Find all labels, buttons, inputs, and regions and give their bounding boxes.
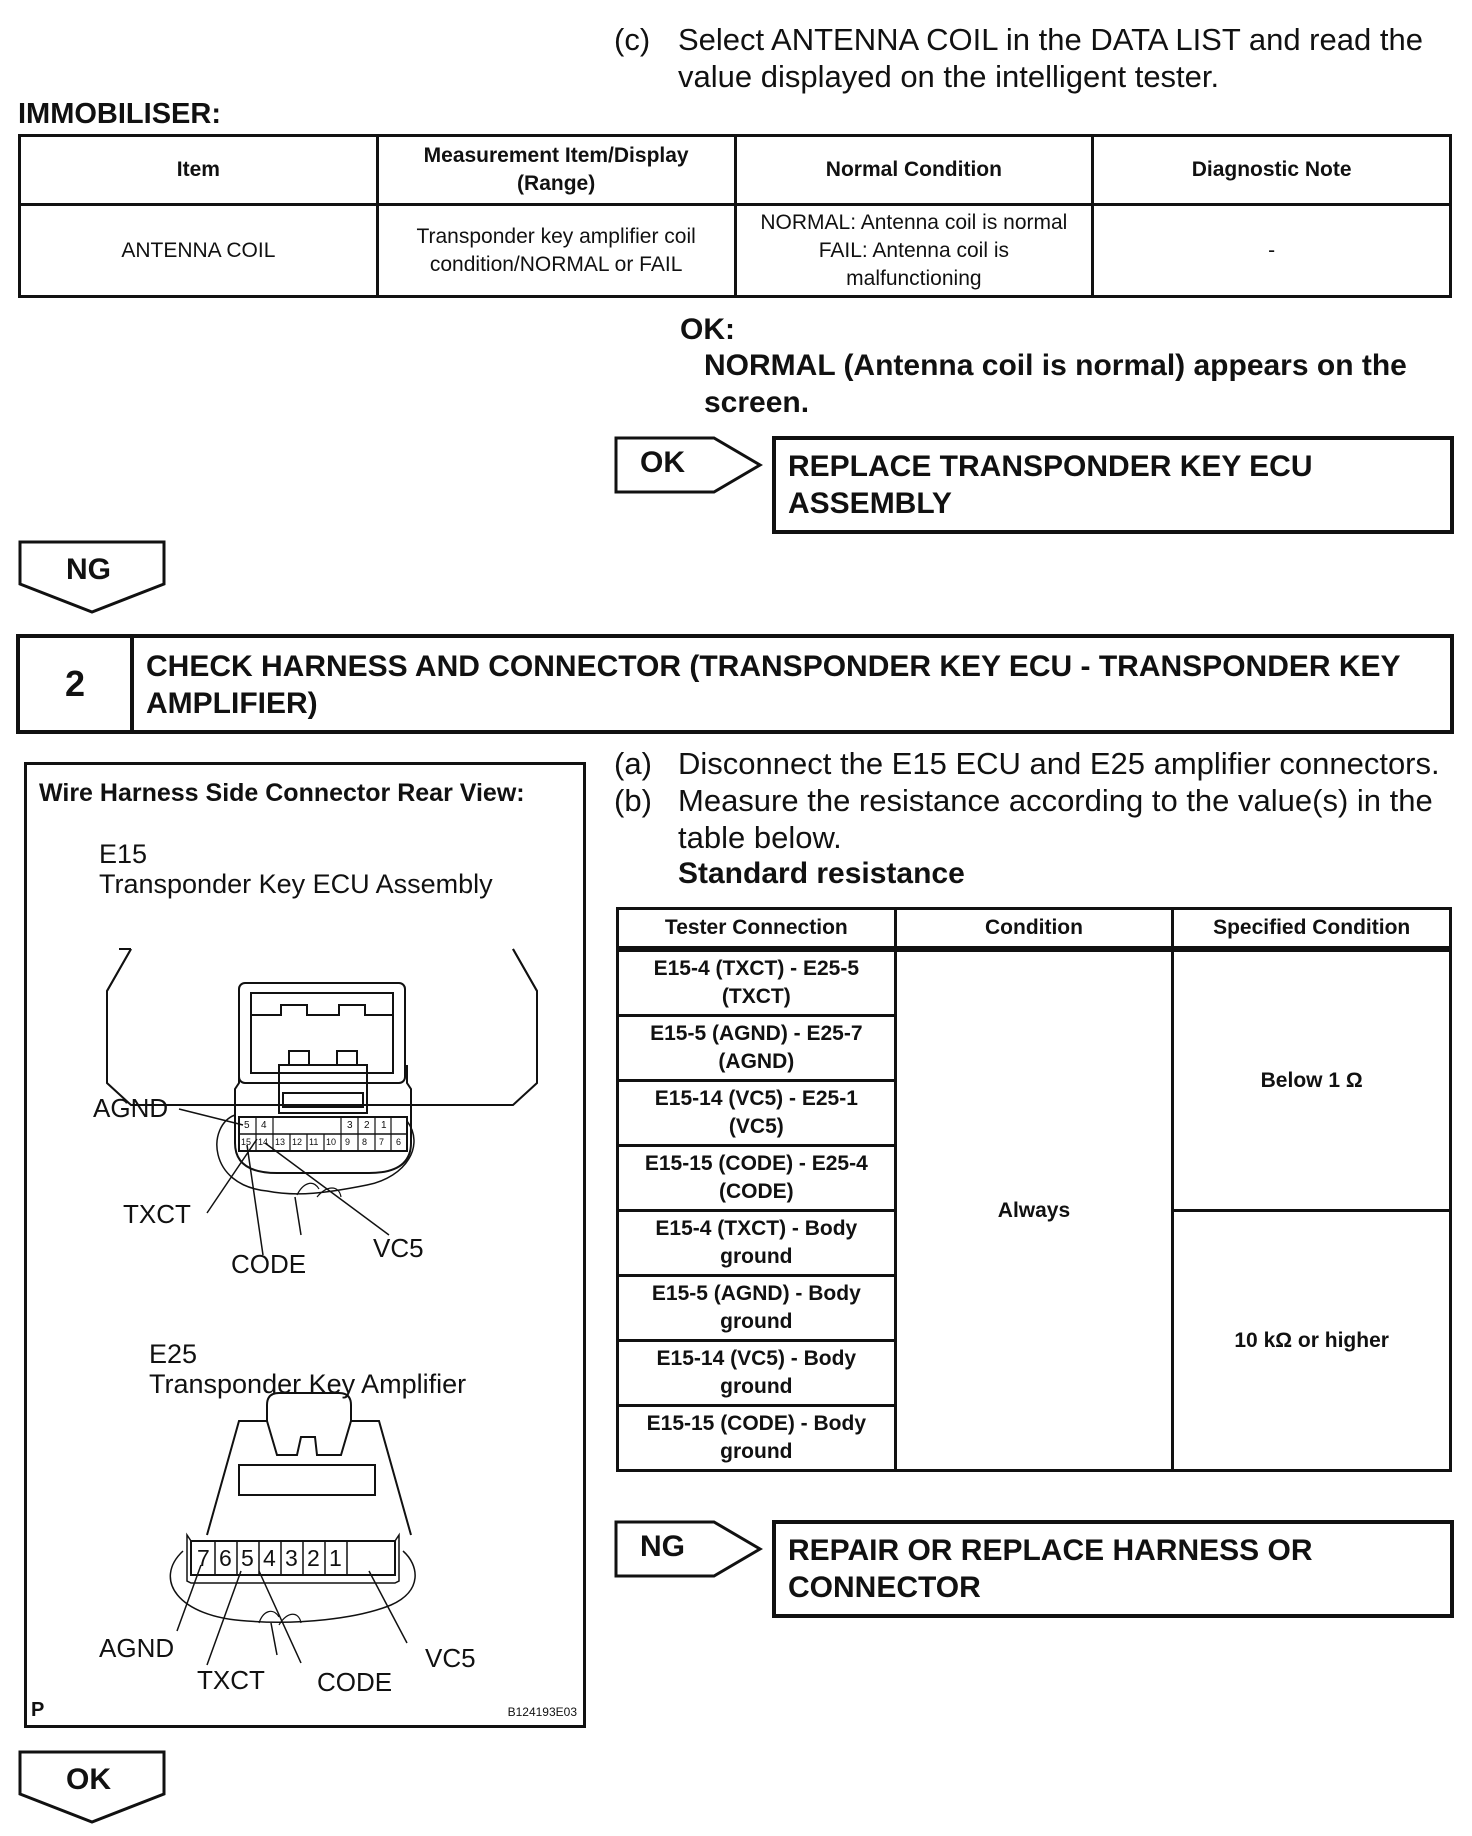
e15-pin: 6 bbox=[396, 1137, 402, 1147]
connection-line2: ground bbox=[720, 1310, 793, 1333]
ng-result-line2: CONNECTOR bbox=[788, 1571, 981, 1604]
connection-line2: ground bbox=[720, 1440, 793, 1463]
ng-result-box bbox=[772, 1520, 1454, 1618]
ok-result-line1: REPLACE TRANSPONDER KEY ECU bbox=[788, 450, 1313, 483]
ok-criteria-line1: NORMAL (Antenna coil is normal) appears on the bbox=[704, 349, 1407, 382]
header-measurement: Measurement Item/Display (Range) bbox=[377, 136, 735, 205]
e25-pin: 5 bbox=[241, 1545, 254, 1571]
e25-pin: 6 bbox=[219, 1545, 232, 1571]
ng-arrow-shape bbox=[614, 1520, 764, 1578]
ng-arrow-label: NG bbox=[640, 1530, 685, 1563]
cell-connection bbox=[618, 1406, 896, 1471]
connection-line2: (VC5) bbox=[728, 1115, 784, 1138]
e15-pins-bottom bbox=[239, 1134, 407, 1151]
cell-connection bbox=[618, 1081, 896, 1146]
e15-pin: 11 bbox=[309, 1137, 319, 1147]
cell-spec-1: Below 1 Ω bbox=[1173, 949, 1451, 1211]
step2-header bbox=[16, 634, 1454, 734]
corner-mark: P bbox=[31, 1699, 45, 1721]
header-tester-connection: Tester Connection bbox=[618, 909, 896, 950]
e15-code: E15 bbox=[99, 839, 148, 869]
step-b-line1: Measure the resistance according to the value(s) in the bbox=[678, 783, 1433, 818]
step-c-text-line1: Select ANTENNA COIL in the DATA LIST and read the bbox=[678, 22, 1423, 57]
header-normal-condition: Normal Condition bbox=[735, 136, 1093, 205]
standard-resistance-heading: Standard resistance bbox=[678, 857, 965, 890]
e25-name: Transponder Key Amplifier bbox=[149, 1369, 467, 1399]
e15-pin: 2 bbox=[364, 1120, 370, 1131]
cell-connection bbox=[618, 1341, 896, 1406]
e25-pin: 3 bbox=[285, 1545, 298, 1571]
step-c-letter: (c) bbox=[614, 22, 651, 57]
connector-diagram bbox=[24, 762, 586, 1728]
header-specified-condition: Specified Condition bbox=[1173, 909, 1451, 950]
cell-condition: Always bbox=[895, 949, 1173, 1471]
e15-pin: 12 bbox=[292, 1137, 303, 1147]
diagram-heading: Wire Harness Side Connector Rear View: bbox=[39, 779, 525, 807]
connection-line1: E15-5 (AGND) - E25-7 bbox=[650, 1022, 863, 1045]
e15-pin: 13 bbox=[275, 1137, 286, 1147]
step-a bbox=[614, 746, 1454, 784]
step-c-text-line2: value displayed on the intelligent tester. bbox=[678, 59, 1220, 94]
header-item: Item bbox=[20, 136, 378, 205]
e25-pins bbox=[193, 1541, 393, 1575]
e15-pin: 9 bbox=[345, 1137, 351, 1147]
e15-label-code: CODE bbox=[231, 1249, 307, 1279]
connection-line1: E15-5 (AGND) - Body bbox=[651, 1282, 861, 1305]
connection-line1: E15-15 (CODE) - Body bbox=[646, 1412, 867, 1435]
e15-pin: 1 bbox=[381, 1120, 387, 1131]
e25-label-code: CODE bbox=[317, 1667, 393, 1697]
cell-connection bbox=[618, 1276, 896, 1341]
connection-line2: ground bbox=[720, 1375, 793, 1398]
e15-pin: 3 bbox=[347, 1120, 353, 1131]
e15-pin: 15 bbox=[241, 1137, 252, 1147]
table-header-row bbox=[20, 136, 1451, 205]
connection-line1: E15-4 (TXCT) - E25-5 bbox=[653, 957, 860, 980]
connection-line1: E15-14 (VC5) - E25-1 bbox=[654, 1087, 858, 1110]
header-diagnostic-note: Diagnostic Note bbox=[1093, 136, 1451, 205]
step-c bbox=[614, 22, 1454, 102]
step2-title bbox=[146, 648, 1436, 722]
step-a-letter: (a) bbox=[614, 746, 652, 781]
e25-label-vc5: VC5 bbox=[425, 1643, 476, 1673]
e15-pin: 5 bbox=[244, 1120, 250, 1131]
ok-arrow-shape bbox=[614, 436, 764, 494]
e15-pin: 14 bbox=[258, 1137, 269, 1147]
step-b-line2: table below. bbox=[678, 820, 842, 855]
e15-pin: 4 bbox=[261, 1120, 267, 1131]
cell-connection bbox=[618, 949, 896, 1016]
connection-line1: E15-4 (TXCT) - Body bbox=[655, 1217, 858, 1240]
cell-connection bbox=[618, 1211, 896, 1276]
cell-connection bbox=[618, 1146, 896, 1211]
step-a-text: Disconnect the E15 ECU and E25 amplifier connectors. bbox=[678, 746, 1440, 781]
ok-result-line2: ASSEMBLY bbox=[788, 487, 952, 520]
e15-pin: 10 bbox=[326, 1137, 337, 1147]
e15-label-txct: TXCT bbox=[123, 1199, 191, 1229]
connection-line2: (TXCT) bbox=[721, 985, 791, 1008]
ok-flow-label: OK bbox=[66, 1763, 111, 1796]
ng-flow-label: NG bbox=[66, 553, 111, 586]
table-row bbox=[618, 949, 1451, 1016]
e25-pin: 2 bbox=[307, 1545, 320, 1571]
table-header-row bbox=[618, 909, 1451, 950]
e25-code: E25 bbox=[149, 1339, 198, 1369]
connection-line2: (CODE) bbox=[718, 1180, 794, 1203]
e15-pin: 7 bbox=[379, 1137, 385, 1147]
e25-label-txct: TXCT bbox=[197, 1665, 265, 1695]
ok-result-box bbox=[772, 436, 1454, 534]
ok-criteria-label: OK: bbox=[680, 313, 735, 346]
connection-line2: ground bbox=[720, 1245, 793, 1268]
cell-connection bbox=[618, 1016, 896, 1081]
e15-pins-top bbox=[239, 1117, 407, 1134]
step-b bbox=[614, 783, 1454, 859]
e25-pin: 4 bbox=[263, 1545, 276, 1571]
e25-pin: 7 bbox=[197, 1545, 210, 1571]
e25-pin: 1 bbox=[329, 1545, 342, 1571]
ok-criteria-line2: screen. bbox=[704, 386, 810, 419]
step2-title-line1: CHECK HARNESS AND CONNECTOR (TRANSPONDER KEY ECU - TRANSPONDER KEY bbox=[146, 650, 1401, 683]
cell-measurement: Transponder key amplifier coil condition/NORMAL or FAIL bbox=[377, 205, 735, 297]
immobiliser-table bbox=[18, 134, 1452, 298]
figure-id: B124193E03 bbox=[507, 1705, 577, 1719]
step2-number: 2 bbox=[20, 638, 134, 730]
e25-label-agnd: AGND bbox=[99, 1633, 175, 1663]
cell-note: - bbox=[1093, 205, 1451, 297]
resistance-table bbox=[616, 907, 1452, 1472]
normal-line1: NORMAL: Antenna coil is normal bbox=[760, 210, 1068, 234]
cell-normal-condition bbox=[735, 205, 1093, 297]
e15-pin: 8 bbox=[362, 1137, 368, 1147]
header-condition: Condition bbox=[895, 909, 1173, 950]
e15-name: Transponder Key ECU Assembly bbox=[99, 869, 493, 899]
cell-item: ANTENNA COIL bbox=[20, 205, 378, 297]
e15-label-agnd: AGND bbox=[93, 1093, 169, 1123]
step2-title-line2: AMPLIFIER) bbox=[146, 687, 318, 720]
immobiliser-heading: IMMOBILISER: bbox=[18, 98, 221, 130]
table-row bbox=[20, 205, 1451, 297]
ng-result-line1: REPAIR OR REPLACE HARNESS OR bbox=[788, 1534, 1313, 1567]
e15-label-vc5: VC5 bbox=[373, 1233, 424, 1263]
connection-line2: (AGND) bbox=[718, 1050, 795, 1073]
normal-line3: malfunctioning bbox=[846, 266, 982, 290]
cell-spec-2: 10 kΩ or higher bbox=[1173, 1211, 1451, 1471]
e15-connector-drawing bbox=[27, 765, 583, 1725]
connection-line1: E15-14 (VC5) - Body bbox=[656, 1347, 857, 1370]
normal-line2: FAIL: Antenna coil is bbox=[818, 238, 1010, 262]
ok-arrow-label: OK bbox=[640, 446, 685, 479]
step-b-letter: (b) bbox=[614, 783, 652, 818]
connection-line1: E15-15 (CODE) - E25-4 bbox=[644, 1152, 868, 1175]
